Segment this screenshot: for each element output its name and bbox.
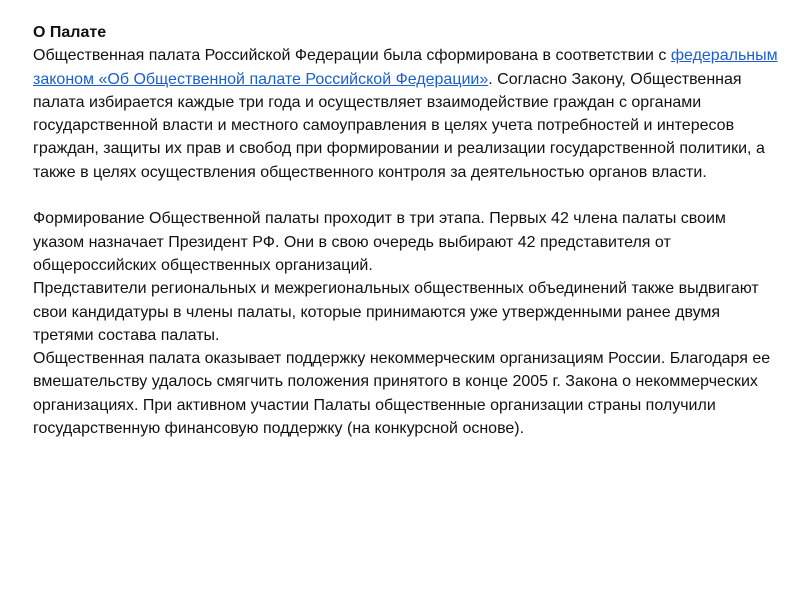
paragraph-text: . Согласно Закону, Общественная палата избирается каждые три года и осуществляет взаимодействие граждан с органами государственной власти и местного самоуправления в целях учета потребностей и интересов граждан, защиты их прав и свобод при формировании и реализации государственной политики, а также в целях осуществления общественного контроля за деятельностью органов власти.: [33, 70, 765, 181]
paragraph-representatives: Представители региональных и межрегиональных общественных объединений также выдвигают свои кандидатуры в члены палаты, которые принимаются уже утвержденными ранее двумя третями состава палаты.: [33, 280, 759, 344]
section-heading: О Палате: [33, 24, 107, 41]
paragraph-text: Общественная палата Российской Федерации была сформирована в соответствии с: [33, 47, 671, 65]
paragraph-support: Общественная палата оказывает поддержку некоммерческим организациям России. Благодаря ее вмешательству удалось смягчить положения принятого в конце 2005 г. Закона о некоммерческих организациях. При активном участии Палаты общественные организации страны получили государственную финансовую поддержку (на конкурсной основе).: [33, 350, 771, 438]
document-body: [33, 21, 778, 440]
paragraph-spacer: [33, 184, 778, 207]
paragraph-formation: [33, 44, 778, 184]
paragraph-stages: Формирование Общественной палаты проходит в три этапа. Первых 42 члена палаты своим указом назначает Президент РФ. Они в свою очередь выбирают 42 представителя от общероссийских общественных организаций.: [33, 210, 726, 274]
federal-law-link[interactable]: федеральным законом «Об Общественной палате Российской Федерации»: [33, 47, 778, 88]
